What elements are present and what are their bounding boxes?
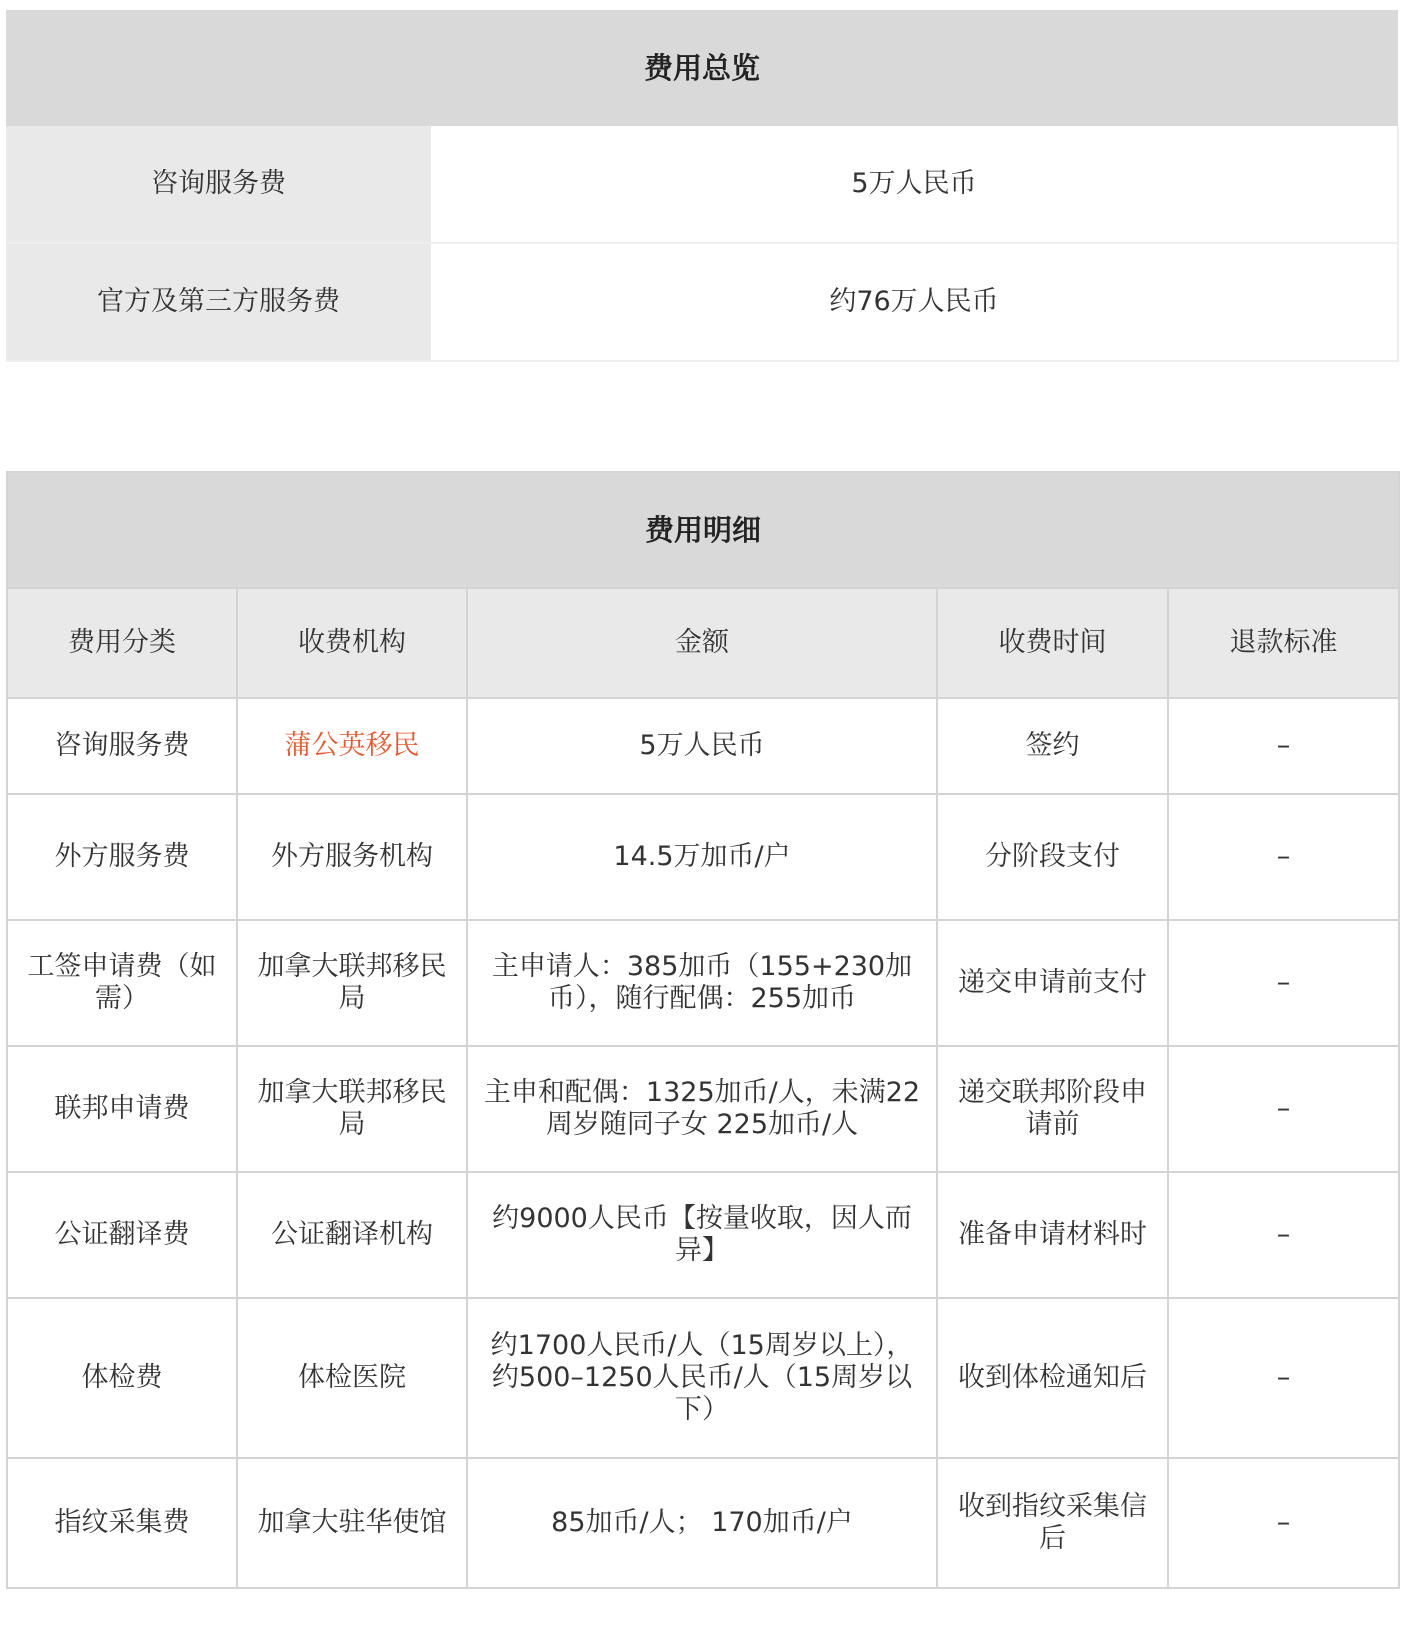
cell-amount: 14.5万加币/户 — [467, 794, 937, 920]
cell-time: 准备申请材料时 — [937, 1172, 1168, 1298]
cell-refund: – — [1168, 794, 1399, 920]
overview-value: 约76万人民币 — [431, 243, 1398, 361]
cell-refund: – — [1168, 920, 1399, 1046]
cell-category: 工签申请费（如需） — [7, 920, 237, 1046]
cell-amount: 5万人民币 — [467, 698, 937, 794]
header-agency: 收费机构 — [237, 588, 467, 698]
fee-detail-table — [6, 471, 1400, 1589]
cell-agency: 外方服务机构 — [237, 794, 467, 920]
header-time: 收费时间 — [937, 588, 1168, 698]
overview-row — [6, 243, 1398, 361]
cell-time: 收到指纹采集信后 — [937, 1458, 1168, 1588]
cell-category: 外方服务费 — [7, 794, 237, 920]
overview-label: 咨询服务费 — [6, 126, 431, 243]
cell-agency: 蒲公英移民 — [237, 698, 467, 794]
cell-time: 收到体检通知后 — [937, 1298, 1168, 1458]
cell-amount: 85加币/人； 170加币/户 — [467, 1458, 937, 1588]
cell-time: 签约 — [937, 698, 1168, 794]
detail-title-row — [7, 472, 1399, 588]
cell-category: 咨询服务费 — [7, 698, 237, 794]
cell-agency: 加拿大联邦移民局 — [237, 1046, 467, 1172]
table-row — [7, 1172, 1399, 1298]
table-row — [7, 698, 1399, 794]
detail-header-row — [7, 588, 1399, 698]
cell-refund: – — [1168, 1298, 1399, 1458]
cell-time: 递交联邦阶段申请前 — [937, 1046, 1168, 1172]
detail-title: 费用明细 — [7, 472, 1399, 588]
cell-refund: – — [1168, 698, 1399, 794]
header-refund: 退款标准 — [1168, 588, 1399, 698]
cell-amount: 主申请人：385加币（155+230加币），随行配偶：255加币 — [467, 920, 937, 1046]
table-row — [7, 920, 1399, 1046]
cell-agency: 公证翻译机构 — [237, 1172, 467, 1298]
header-category: 费用分类 — [7, 588, 237, 698]
overview-title: 费用总览 — [6, 10, 1398, 126]
table-row — [7, 1458, 1399, 1588]
cell-category: 联邦申请费 — [7, 1046, 237, 1172]
cell-agency: 体检医院 — [237, 1298, 467, 1458]
cell-refund: – — [1168, 1172, 1399, 1298]
overview-value: 5万人民币 — [431, 126, 1398, 243]
cell-category: 指纹采集费 — [7, 1458, 237, 1588]
overview-row — [6, 126, 1398, 243]
cell-refund: – — [1168, 1458, 1399, 1588]
cell-category: 公证翻译费 — [7, 1172, 237, 1298]
cell-time: 递交申请前支付 — [937, 920, 1168, 1046]
cell-agency: 加拿大驻华使馆 — [237, 1458, 467, 1588]
overview-title-row — [6, 10, 1398, 126]
cell-amount: 约9000人民币【按量收取，因人而异】 — [467, 1172, 937, 1298]
table-row — [7, 794, 1399, 920]
table-row — [7, 1298, 1399, 1458]
cell-refund: – — [1168, 1046, 1399, 1172]
cell-amount: 约1700人民币/人（15周岁以上），约500–1250人民币/人（15周岁以下） — [467, 1298, 937, 1458]
fee-overview-table — [6, 10, 1399, 362]
header-amount: 金额 — [467, 588, 937, 698]
cell-amount: 主申和配偶：1325加币/人，未满22周岁随同子女 225加币/人 — [467, 1046, 937, 1172]
cell-agency: 加拿大联邦移民局 — [237, 920, 467, 1046]
cell-category: 体检费 — [7, 1298, 237, 1458]
overview-label: 官方及第三方服务费 — [6, 243, 431, 361]
cell-time: 分阶段支付 — [937, 794, 1168, 920]
table-row — [7, 1046, 1399, 1172]
